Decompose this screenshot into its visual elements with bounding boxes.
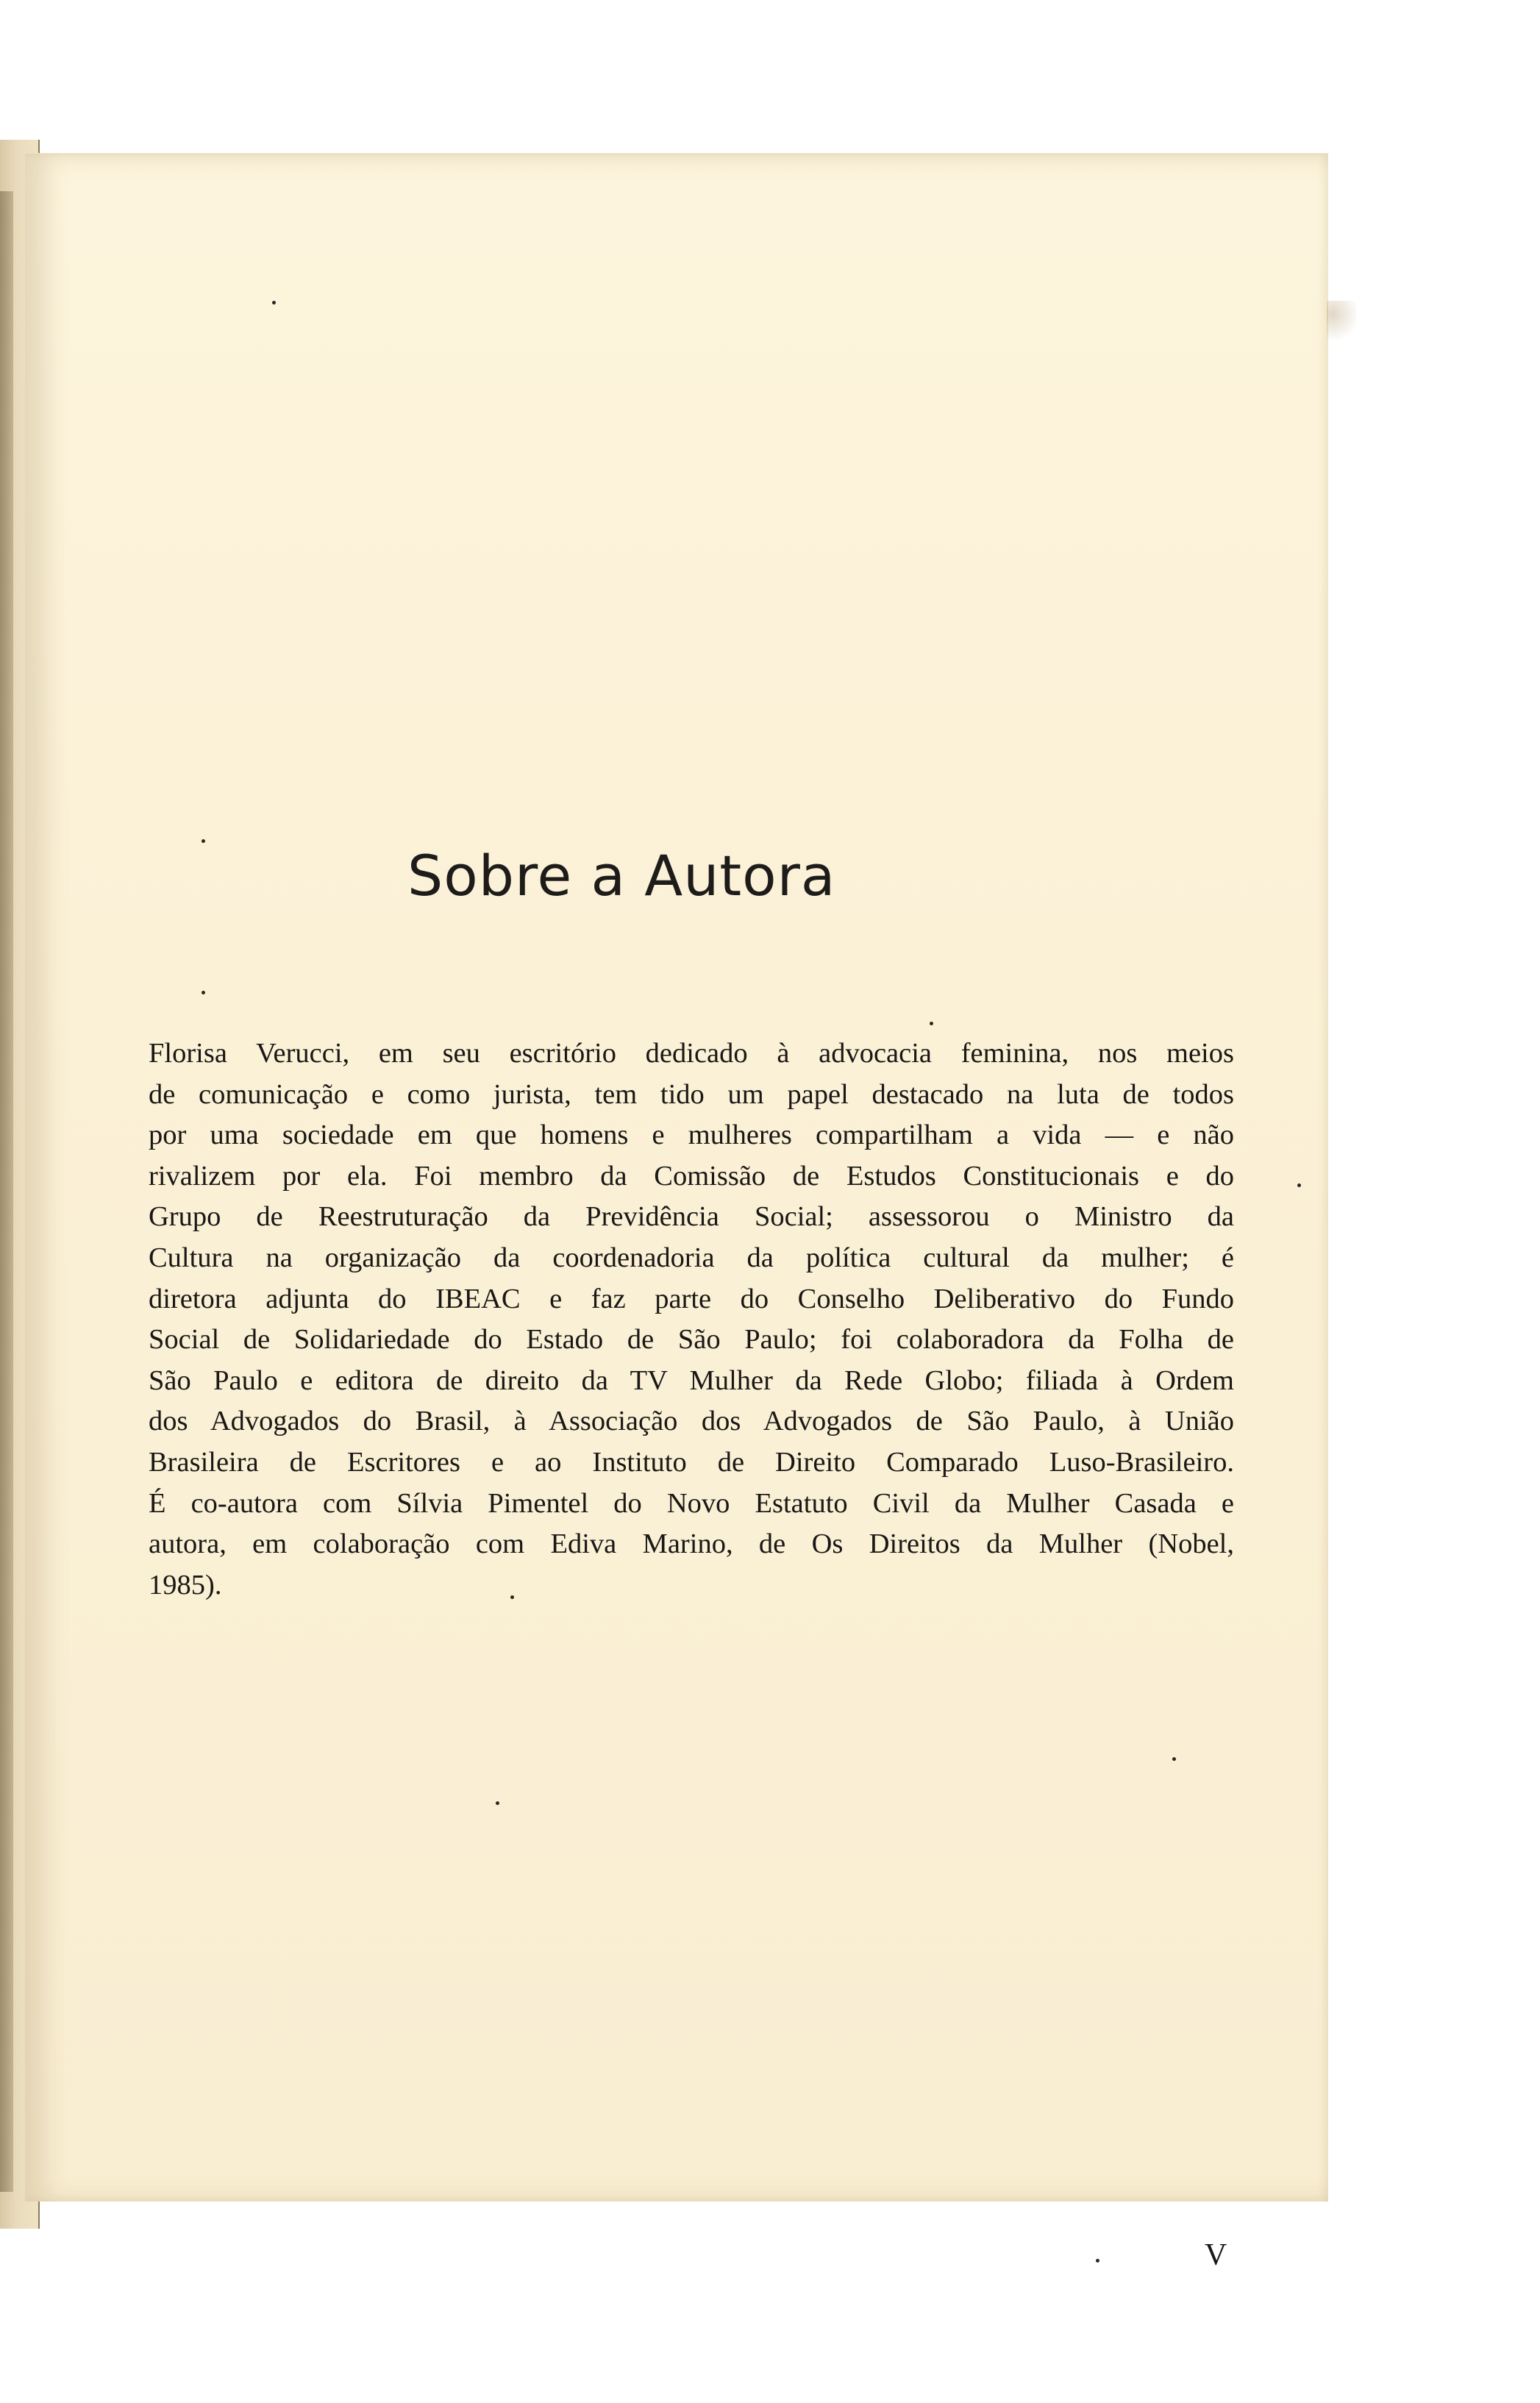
- page-title: Sobre a Autora: [407, 843, 836, 908]
- paper-speck: [510, 1595, 514, 1599]
- paper-speck: [1096, 2259, 1099, 2263]
- paper-speck: [1172, 1757, 1176, 1761]
- bio-line: Florisa Verucci, em seu escritório dedicado à advocacia feminina, nos meios: [149, 1038, 1234, 1069]
- bio-line: 1985).: [149, 1569, 222, 1601]
- paper-speck: [1297, 1183, 1301, 1187]
- bio-line: dos Advogados do Brasil, à Associação dos Advogados de São Paulo, à União: [149, 1406, 1234, 1437]
- book-spine-shadow: [0, 191, 13, 2192]
- page-number: V: [1205, 2238, 1227, 2272]
- bio-line: Brasileira de Escritores e ao Instituto de Direito Comparado Luso-Brasileiro.: [149, 1446, 1234, 1478]
- bio-line: Cultura na organização da coordenadoria da política cultural da mulher; é: [149, 1242, 1234, 1273]
- bio-line: Social de Solidariedade do Estado de São Paulo; foi colaboradora da Folha de: [149, 1324, 1234, 1356]
- bio-line: autora, em colaboração com Ediva Marino, de Os Direitos da Mulher (Nobel,: [149, 1528, 1234, 1560]
- paper-speck: [202, 991, 205, 994]
- page-corner-shadow: [1327, 301, 1356, 345]
- author-bio: [149, 1033, 1234, 1606]
- paper-speck: [496, 1801, 499, 1805]
- book-page: [25, 153, 1328, 2272]
- paper-speck: [930, 1022, 933, 1025]
- bio-line: São Paulo e editora de direito da TV Mulher da Rede Globo; filiada à Ordem: [149, 1364, 1234, 1396]
- bio-line: diretora adjunta do IBEAC e faz parte do Conselho Deliberativo do Fundo: [149, 1283, 1234, 1314]
- bio-line: por uma sociedade em que homens e mulheres compartilham a vida — e não: [149, 1119, 1234, 1151]
- bio-line: Grupo de Reestruturação da Previdência Social; assessorou o Ministro da: [149, 1201, 1234, 1233]
- bio-line: de comunicação e como jurista, tem tido um papel destacado na luta de todos: [149, 1078, 1234, 1110]
- paper-speck: [272, 301, 276, 305]
- bio-line: rivalizem por ela. Foi membro da Comissão de Estudos Constitucionais e do: [149, 1160, 1234, 1192]
- bio-line: É co-autora com Sílvia Pimentel do Novo Estatuto Civil da Mulher Casada e: [149, 1487, 1234, 1519]
